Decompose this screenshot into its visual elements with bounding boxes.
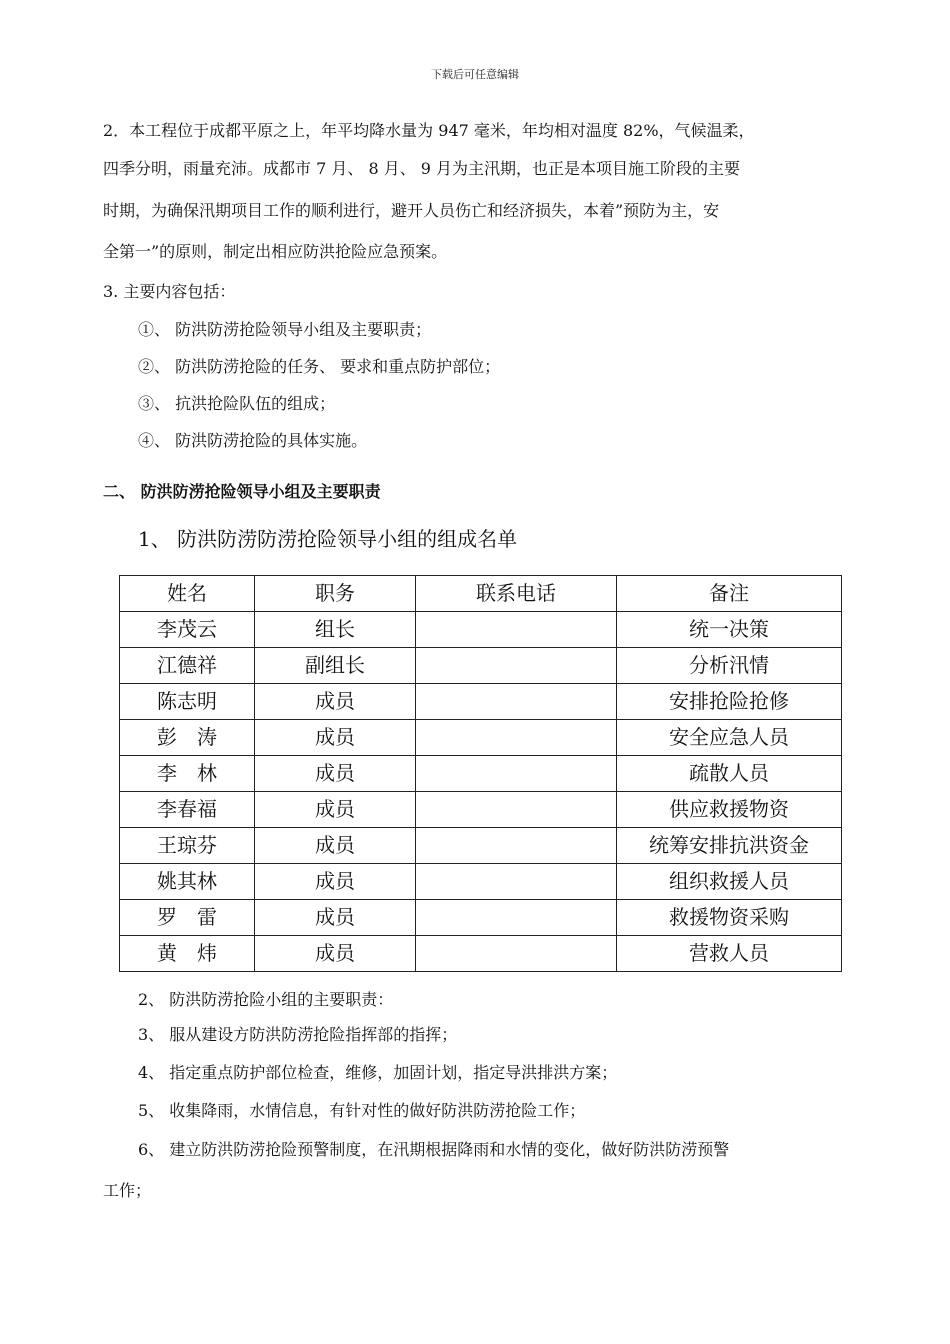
duty-item-1: 2、 防洪防涝抢险小组的主要职责： <box>138 990 394 1009</box>
contents-item-4: ④、 防洪防涝抢险的具体实施。 <box>138 431 368 450</box>
cell-name: 李 林 <box>120 756 255 792</box>
cell-phone <box>416 648 617 684</box>
cell-phone <box>416 756 617 792</box>
table-row <box>120 684 842 720</box>
cell-name: 姚其林 <box>120 864 255 900</box>
cell-position: 副组长 <box>255 648 416 684</box>
page-header-note: 下载后可任意编辑 <box>431 68 519 81</box>
header-remarks: 备注 <box>617 576 842 612</box>
section-subheading: 1、 防洪防涝防涝抢险领导小组的组成名单 <box>138 527 518 551</box>
cell-position: 成员 <box>255 936 416 972</box>
intro-line-4: 全第一”的原则，制定出相应防洪抢险应急预案。 <box>103 242 448 261</box>
cell-position: 成员 <box>255 792 416 828</box>
header-phone: 联系电话 <box>416 576 617 612</box>
cell-name: 李茂云 <box>120 612 255 648</box>
cell-remarks: 供应救援物资 <box>617 792 842 828</box>
cell-name: 李春福 <box>120 792 255 828</box>
cell-name: 王琼芬 <box>120 828 255 864</box>
leadership-team-table <box>119 575 842 972</box>
cell-phone <box>416 900 617 936</box>
cell-position: 成员 <box>255 828 416 864</box>
cell-phone <box>416 612 617 648</box>
table-row <box>120 828 842 864</box>
table-row <box>120 756 842 792</box>
table-row <box>120 936 842 972</box>
cell-phone <box>416 720 617 756</box>
table-row <box>120 792 842 828</box>
intro-line-3: 时期，为确保汛期项目工作的顺利进行，避开人员伤亡和经济损失，本着”预防为主，安 <box>103 201 720 220</box>
cell-remarks: 统一决策 <box>617 612 842 648</box>
table-row <box>120 900 842 936</box>
cell-remarks: 组织救援人员 <box>617 864 842 900</box>
table-row <box>120 864 842 900</box>
cell-position: 成员 <box>255 720 416 756</box>
intro-line-1: 2．本工程位于成都平原之上，年平均降水量为 947 毫米，年均相对温度 82%，气候温柔， <box>103 121 755 140</box>
cell-name: 黄 炜 <box>120 936 255 972</box>
cell-remarks: 安全应急人员 <box>617 720 842 756</box>
table-row <box>120 648 842 684</box>
header-position: 职务 <box>255 576 416 612</box>
cell-remarks: 疏散人员 <box>617 756 842 792</box>
table-header-row <box>120 576 842 612</box>
contents-item-2: ②、 防洪防涝抢险的任务、 要求和重点防护部位； <box>138 357 501 376</box>
cell-remarks: 分析汛情 <box>617 648 842 684</box>
cell-remarks: 营救人员 <box>617 936 842 972</box>
cell-position: 组长 <box>255 612 416 648</box>
contents-item-3: ③、 抗洪抢险队伍的组成； <box>138 394 336 413</box>
cell-name: 陈志明 <box>120 684 255 720</box>
intro-line-2: 四季分明，雨量充沛。成都市 7 月、 8 月、 9 月为主汛期，也正是本项目施工阶段的主要 <box>103 159 741 178</box>
cell-remarks: 统筹安排抗洪资金 <box>617 828 842 864</box>
header-name: 姓名 <box>120 576 255 612</box>
table-row <box>120 720 842 756</box>
cell-position: 成员 <box>255 900 416 936</box>
cell-name: 江德祥 <box>120 648 255 684</box>
cell-position: 成员 <box>255 756 416 792</box>
cell-remarks: 安排抢险抢修 <box>617 684 842 720</box>
duty-item-5-continuation: 工作； <box>103 1181 152 1200</box>
section-heading: 二、 防洪防涝抢险领导小组及主要职责 <box>103 482 381 501</box>
duty-item-4: 5、 收集降雨，水情信息，有针对性的做好防洪防涝抢险工作； <box>138 1101 586 1120</box>
duty-item-5: 6、 建立防洪防涝抢险预警制度，在汛期根据降雨和水情的变化，做好防洪防涝预警 <box>138 1140 730 1159</box>
cell-phone <box>416 828 617 864</box>
table-row <box>120 612 842 648</box>
cell-phone <box>416 864 617 900</box>
cell-name: 罗 雷 <box>120 900 255 936</box>
contents-title: 3. 主要内容包括： <box>103 282 236 301</box>
duty-item-3: 4、 指定重点防护部位检查，维修，加固计划，指定导洪排洪方案； <box>138 1063 618 1082</box>
cell-name: 彭 涛 <box>120 720 255 756</box>
duty-item-2: 3、 服从建设方防洪防涝抢险指挥部的指挥； <box>138 1025 458 1044</box>
cell-position: 成员 <box>255 684 416 720</box>
contents-item-1: ①、 防洪防涝抢险领导小组及主要职责； <box>138 320 432 339</box>
cell-phone <box>416 684 617 720</box>
cell-remarks: 救援物资采购 <box>617 900 842 936</box>
cell-phone <box>416 936 617 972</box>
cell-position: 成员 <box>255 864 416 900</box>
cell-phone <box>416 792 617 828</box>
